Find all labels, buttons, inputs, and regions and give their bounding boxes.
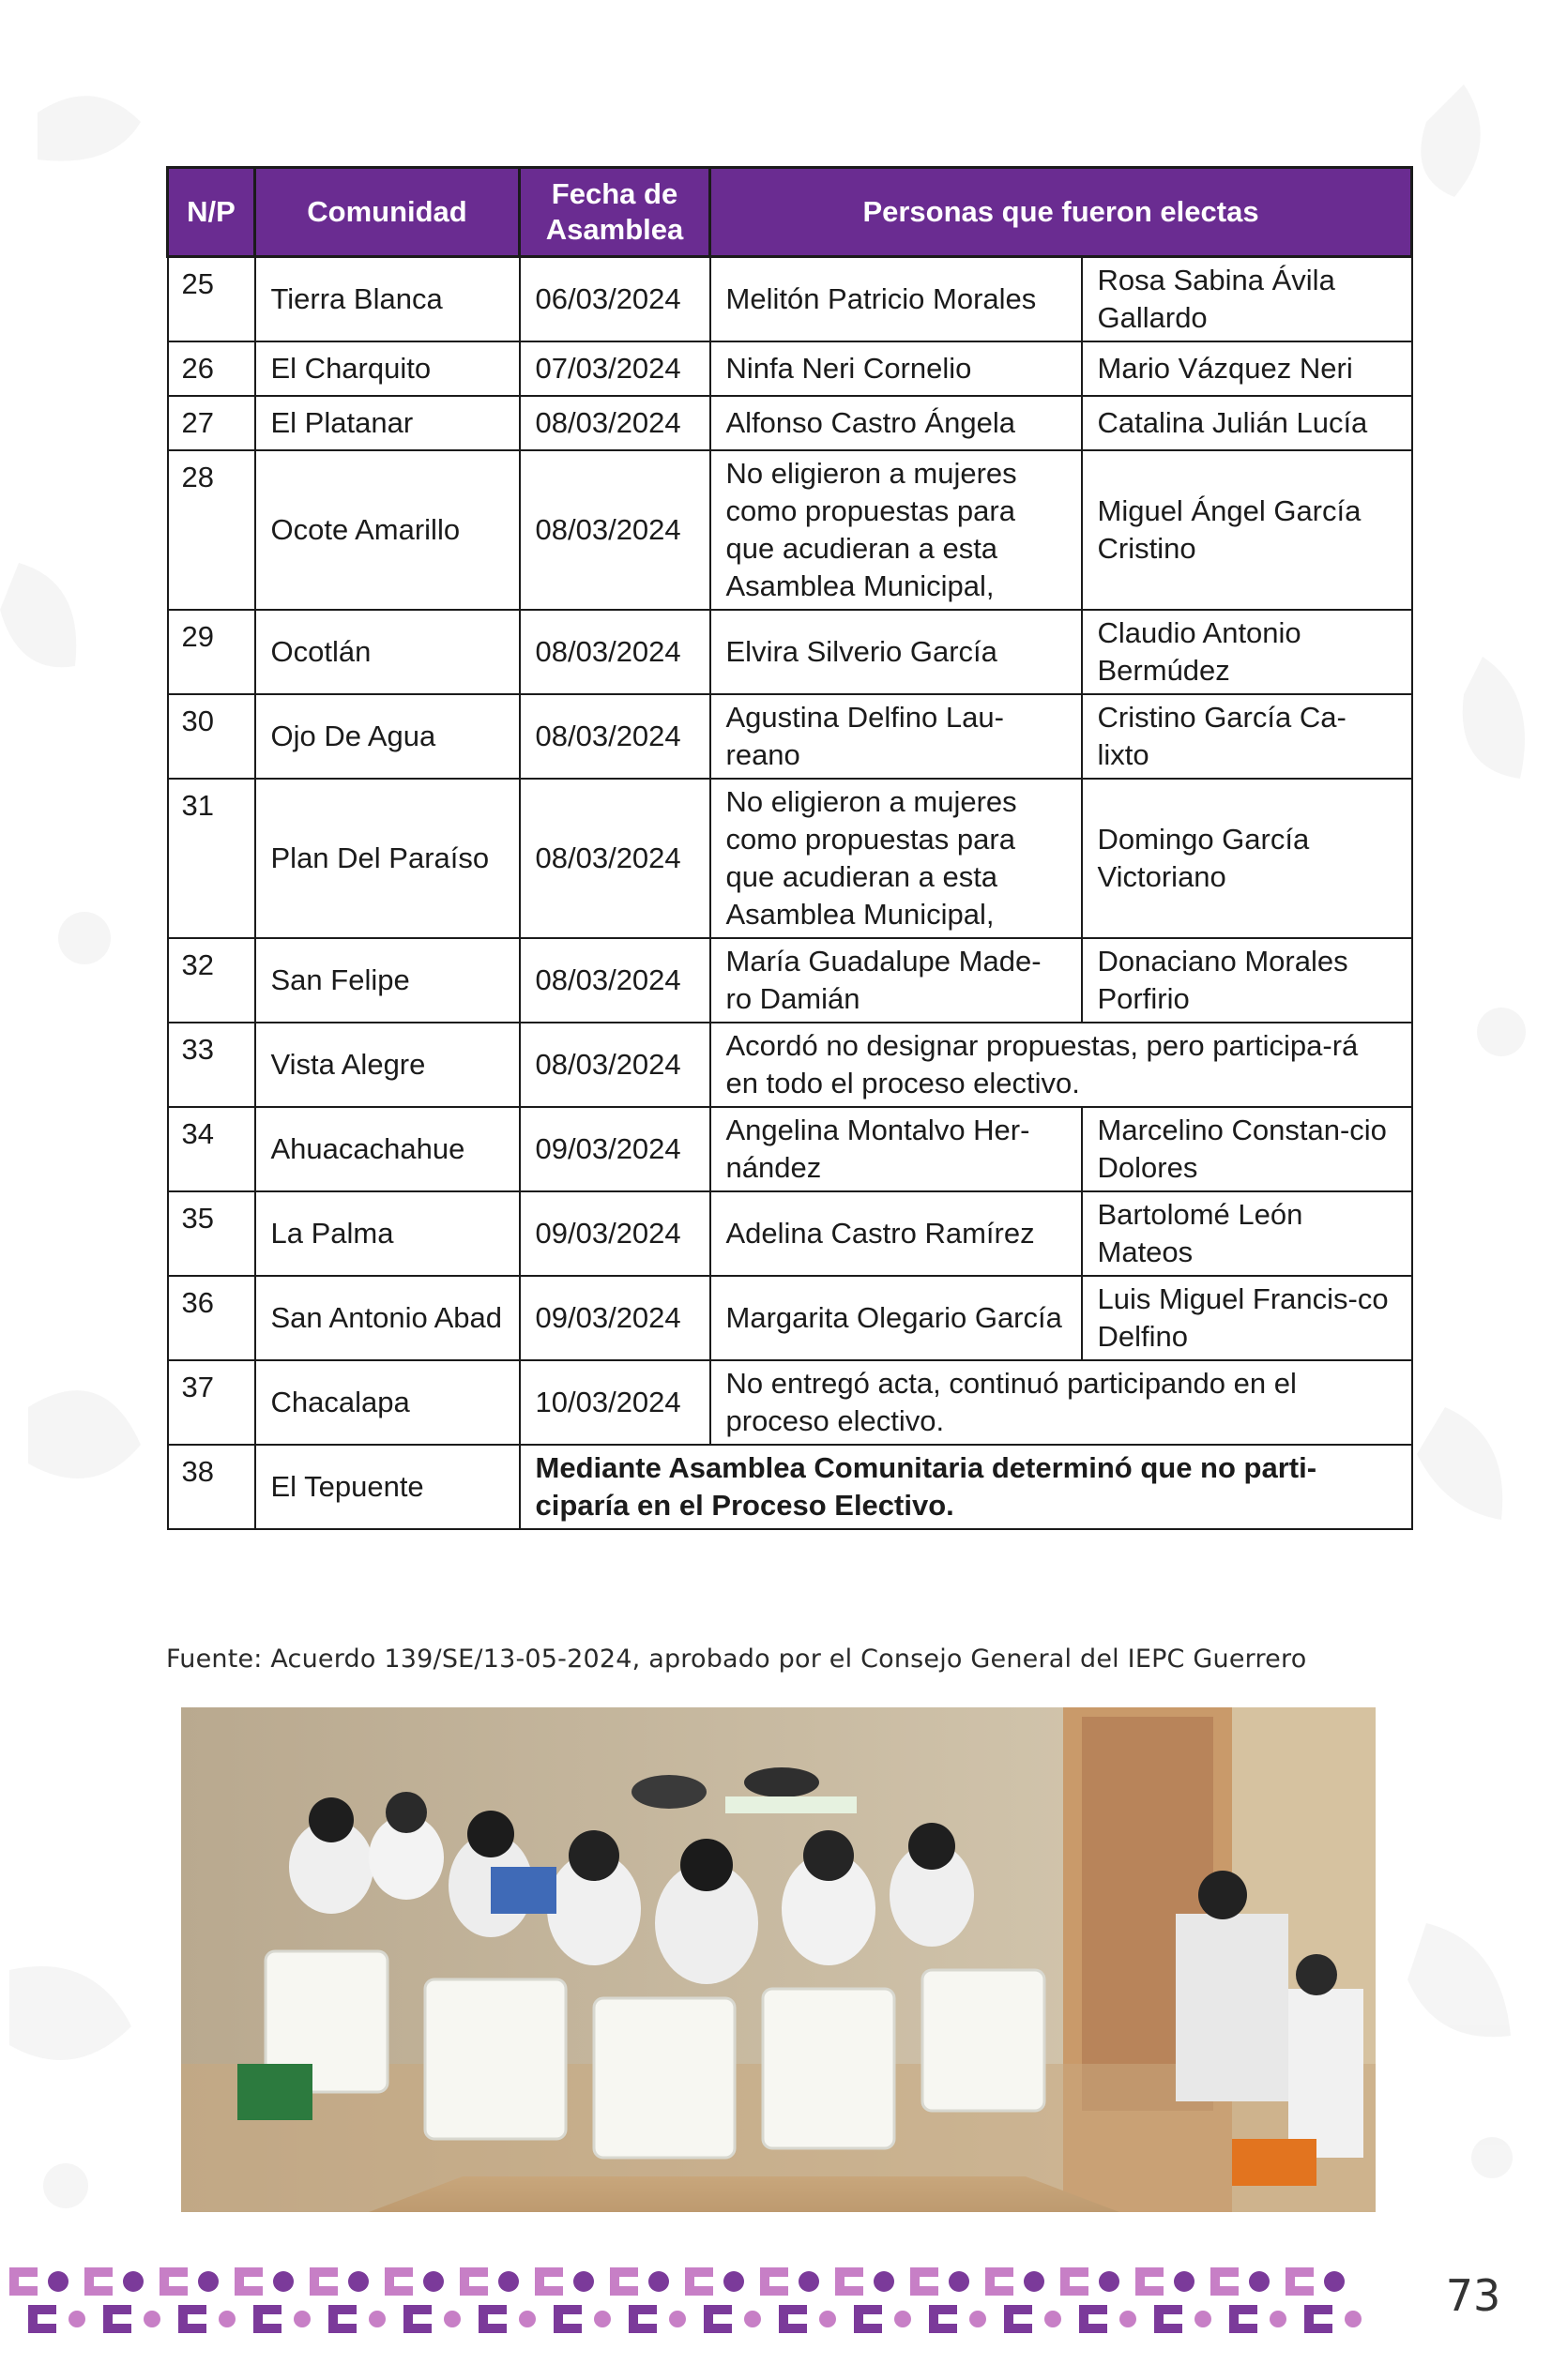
header-elected: Personas que fueron electas xyxy=(710,168,1412,257)
cell-community: Chacalapa xyxy=(255,1360,520,1445)
cell-merged-note: Acordó no designar propuestas, pero participa-rá en todo el proceso electivo. xyxy=(710,1023,1412,1107)
table-row xyxy=(168,1023,1412,1107)
header-date: Fecha de Asamblea xyxy=(520,168,710,257)
header-community: Comunidad xyxy=(255,168,520,257)
cell-community: El Charquito xyxy=(255,341,520,396)
cell-date: 08/03/2024 xyxy=(520,1023,710,1107)
cell-community: Tierra Blanca xyxy=(255,257,520,342)
cell-np: 32 xyxy=(168,938,255,1023)
cell-date: 09/03/2024 xyxy=(520,1191,710,1276)
cell-np: 30 xyxy=(168,694,255,779)
table-row xyxy=(168,396,1412,450)
header-np: N/P xyxy=(168,168,255,257)
cell-np: 34 xyxy=(168,1107,255,1191)
cell-np: 27 xyxy=(168,396,255,450)
cell-person-1: Elvira Silverio García xyxy=(710,610,1082,694)
cell-np: 29 xyxy=(168,610,255,694)
cell-person-1: Angelina Montalvo Her-nández xyxy=(710,1107,1082,1191)
cell-community: Vista Alegre xyxy=(255,1023,520,1107)
cell-person-2: Bartolomé León Mateos xyxy=(1082,1191,1412,1276)
cell-community: Ocotlán xyxy=(255,610,520,694)
cell-date: 08/03/2024 xyxy=(520,396,710,450)
cell-community: Ahuacachahue xyxy=(255,1107,520,1191)
cell-person-1: No eligieron a mujeres como propuestas para que acudieran a esta Asamblea Municipal, xyxy=(710,779,1082,938)
cell-community: Ojo De Agua xyxy=(255,694,520,779)
cell-person-2: Mario Vázquez Neri xyxy=(1082,341,1412,396)
cell-community: San Felipe xyxy=(255,938,520,1023)
cell-date: 08/03/2024 xyxy=(520,610,710,694)
table-row xyxy=(168,694,1412,779)
cell-person-2: Miguel Ángel García Cristino xyxy=(1082,450,1412,610)
cell-np: 31 xyxy=(168,779,255,938)
cell-person-2: Domingo García Victoriano xyxy=(1082,779,1412,938)
table-row xyxy=(168,1360,1412,1445)
cell-person-2: Catalina Julián Lucía xyxy=(1082,396,1412,450)
table-row xyxy=(168,341,1412,396)
cell-person-1: Margarita Olegario García xyxy=(710,1276,1082,1360)
cell-community: La Palma xyxy=(255,1191,520,1276)
cell-np: 37 xyxy=(168,1360,255,1445)
cell-community: Ocote Amarillo xyxy=(255,450,520,610)
source-note: Fuente: Acuerdo 139/SE/13-05-2024, aprobado por el Consejo General del IEPC Guerrero xyxy=(166,1645,1307,1674)
cell-date: 07/03/2024 xyxy=(520,341,710,396)
table-row xyxy=(168,779,1412,938)
cell-person-1: Agustina Delfino Lau-reano xyxy=(710,694,1082,779)
elected-persons-table-container xyxy=(166,166,1410,1530)
cell-merged-note: No entregó acta, continuó participando en el proceso electivo. xyxy=(710,1360,1412,1445)
cell-date: 08/03/2024 xyxy=(520,938,710,1023)
cell-np: 38 xyxy=(168,1445,255,1529)
cell-date: 08/03/2024 xyxy=(520,694,710,779)
cell-person-2: Marcelino Constan-cio Dolores xyxy=(1082,1107,1412,1191)
cell-person-1: María Guadalupe Made-ro Damián xyxy=(710,938,1082,1023)
cell-np: 25 xyxy=(168,257,255,342)
cell-np: 28 xyxy=(168,450,255,610)
cell-person-2: Luis Miguel Francis-co Delfino xyxy=(1082,1276,1412,1360)
table-row xyxy=(168,257,1412,342)
cell-person-2: Cristino García Ca-lixto xyxy=(1082,694,1412,779)
page-number: 73 xyxy=(1445,2270,1501,2321)
cell-date: 10/03/2024 xyxy=(520,1360,710,1445)
cell-community: San Antonio Abad xyxy=(255,1276,520,1360)
cell-np: 36 xyxy=(168,1276,255,1360)
table-row xyxy=(168,1107,1412,1191)
cell-np: 33 xyxy=(168,1023,255,1107)
cell-person-2: Claudio Antonio Bermúdez xyxy=(1082,610,1412,694)
cell-person-2: Rosa Sabina Ávila Gallardo xyxy=(1082,257,1412,342)
cell-date: 08/03/2024 xyxy=(520,450,710,610)
table-row xyxy=(168,1276,1412,1360)
cell-date: 09/03/2024 xyxy=(520,1107,710,1191)
table-row xyxy=(168,610,1412,694)
table-row xyxy=(168,1191,1412,1276)
cell-np: 35 xyxy=(168,1191,255,1276)
cell-community: Plan Del Paraíso xyxy=(255,779,520,938)
embroidered-border xyxy=(0,2256,1370,2341)
cell-person-2: Donaciano Morales Porfirio xyxy=(1082,938,1412,1023)
elected-persons-table xyxy=(166,166,1413,1530)
cell-person-1: Ninfa Neri Cornelio xyxy=(710,341,1082,396)
cell-person-1: Alfonso Castro Ángela xyxy=(710,396,1082,450)
cell-person-1: Adelina Castro Ramírez xyxy=(710,1191,1082,1276)
table-row xyxy=(168,1445,1412,1529)
cell-np: 26 xyxy=(168,341,255,396)
cell-date: 06/03/2024 xyxy=(520,257,710,342)
cell-person-1: No eligieron a mujeres como propuestas para que acudieran a esta Asamblea Municipal, xyxy=(710,450,1082,610)
cell-community: El Tepuente xyxy=(255,1445,520,1529)
cell-date: 08/03/2024 xyxy=(520,779,710,938)
cell-date: 09/03/2024 xyxy=(520,1276,710,1360)
assembly-photo xyxy=(181,1707,1376,2212)
table-row xyxy=(168,938,1412,1023)
table-row xyxy=(168,450,1412,610)
cell-merged-wide-note: Mediante Asamblea Comunitaria determinó que no parti-ciparía en el Proceso Electivo. xyxy=(520,1445,1412,1529)
table-header-row xyxy=(168,168,1412,257)
cell-person-1: Melitón Patricio Morales xyxy=(710,257,1082,342)
cell-community: El Platanar xyxy=(255,396,520,450)
